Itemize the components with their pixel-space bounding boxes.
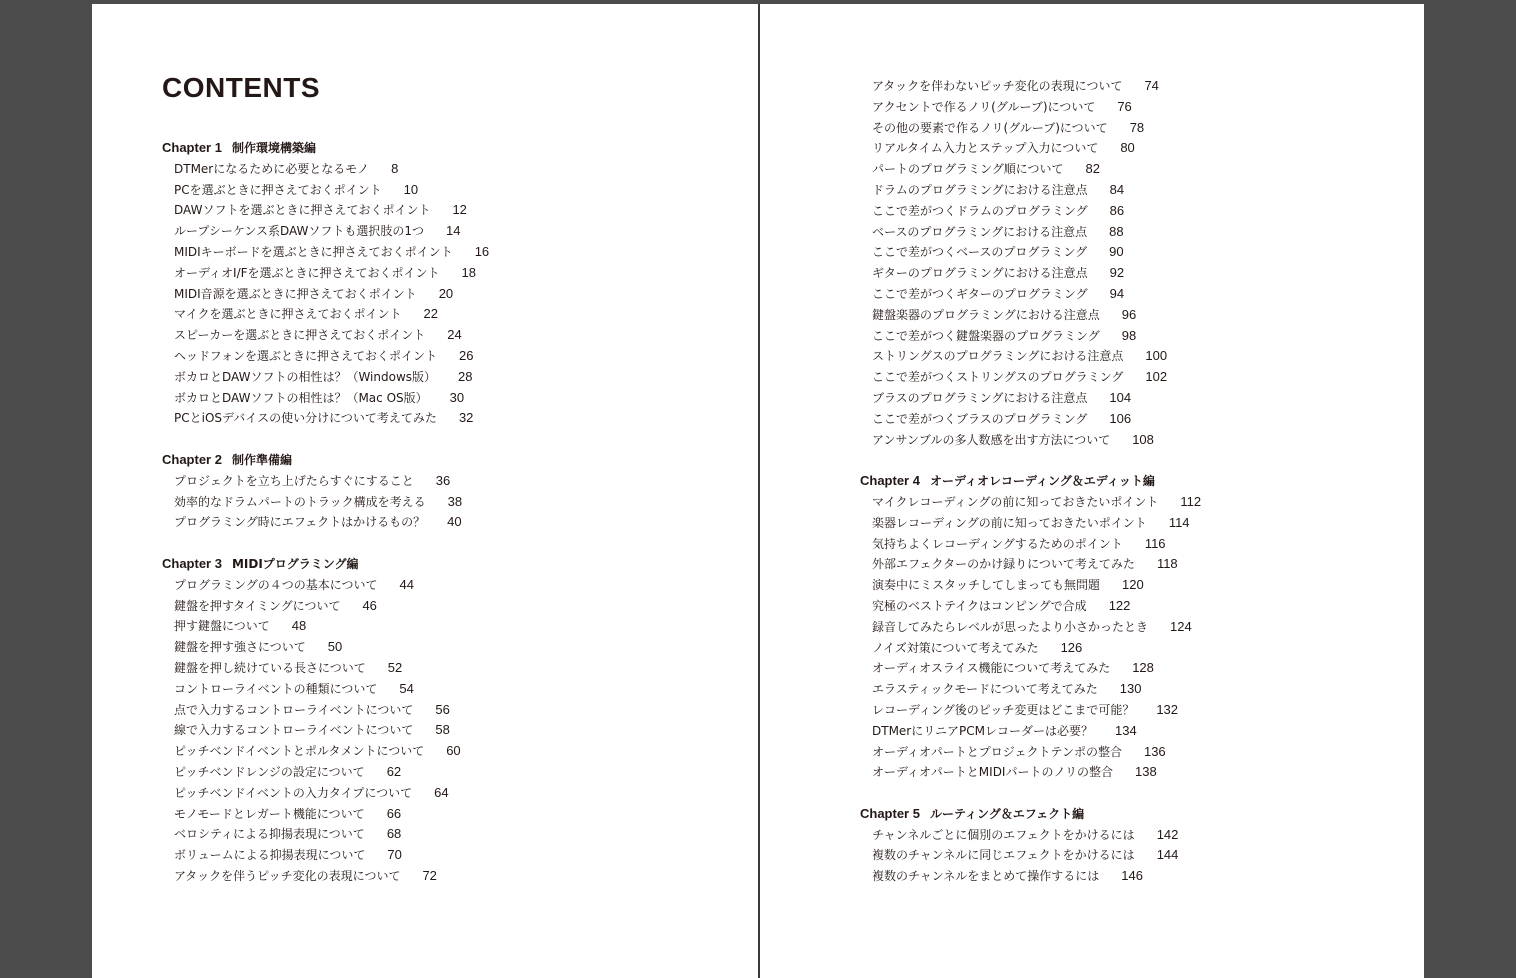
entry-title: 鍵盤を押し続けている長さについて: [174, 660, 366, 675]
entry-title: PCとiOSデバイスの使い分けについて考えてみた: [174, 411, 437, 426]
entry-title: ボカロとDAWソフトの相性は？（Windows版）: [174, 369, 437, 384]
entry-page-number: 38: [447, 493, 463, 509]
toc-entry: [860, 575, 1201, 596]
entry-page-number: 82: [1085, 161, 1100, 177]
chapter-name: 制作環境構築編: [231, 141, 316, 155]
entry-page-number: 36: [435, 472, 451, 488]
entry-page-number: 118: [1156, 556, 1178, 572]
entry-title: ボリュームによる抑揚表現について: [174, 848, 366, 863]
entry-title: 楽器レコーディングの前に知っておきたいポイント: [872, 515, 1147, 530]
entry-page-number: 56: [435, 701, 450, 717]
chapter-name: MIDIプログラミング編: [231, 556, 359, 571]
entry-page-number: 88: [1109, 223, 1124, 239]
toc-entry: [162, 741, 489, 762]
toc-entry: [162, 616, 489, 637]
toc-entry: [162, 637, 489, 658]
entry-page-number: 24: [447, 327, 462, 343]
entry-title: 究極のベストテイクはコンピングで合成: [872, 598, 1087, 613]
chapter-name: オーディオレコーディング＆エディット編: [929, 474, 1155, 489]
entry-page-number: 50: [327, 639, 343, 655]
toc-entry: [872, 346, 1201, 367]
toc-entry: [860, 638, 1201, 659]
toc-entry: [162, 325, 489, 346]
chapter-number: Chapter 1: [162, 140, 222, 155]
toc-entry: [872, 367, 1201, 388]
entry-title: PCを選ぶときに押さえておくポイント: [174, 182, 382, 197]
chapter-section: [162, 450, 489, 533]
toc-entry: [162, 783, 489, 804]
entry-page-number: 146: [1121, 868, 1143, 884]
entry-page-number: 126: [1060, 639, 1083, 655]
chapter-heading: [860, 471, 1201, 492]
chapter-section: [860, 804, 1201, 887]
toc-entry: [162, 346, 489, 367]
entry-page-number: 86: [1109, 202, 1125, 218]
toc-entry: [872, 326, 1201, 347]
entry-page-number: 98: [1121, 327, 1137, 343]
toc-entry: [162, 596, 489, 617]
entry-title: プログラミングの４つの基本について: [174, 577, 378, 592]
chapter-section: [162, 138, 489, 429]
toc-entry: [162, 700, 489, 721]
entry-title: 効率的なドラムパートのトラック構成を考える: [174, 494, 426, 509]
entry-title: パートのプログラミング順について: [872, 162, 1064, 177]
entry-title: ドラムのプログラミングにおける注意点: [872, 182, 1088, 197]
entry-title: DTMerになるために必要となるモノ: [174, 161, 370, 176]
entry-page-number: 44: [399, 576, 414, 592]
toc-entry: [872, 138, 1201, 159]
entry-page-number: 46: [362, 597, 377, 613]
chapter-heading: [860, 804, 1201, 825]
entry-page-number: 96: [1121, 306, 1137, 322]
entry-page-number: 16: [474, 243, 490, 259]
toc-entry: [872, 97, 1201, 118]
entry-title: プログラミング時にエフェクトはかけるもの？: [174, 515, 426, 530]
entry-page-number: 26: [459, 347, 474, 363]
entry-title: 鍵盤を押すタイミングについて: [174, 598, 341, 613]
entry-page-number: 60: [446, 743, 461, 759]
entry-page-number: 116: [1144, 535, 1166, 551]
entry-page-number: 20: [438, 285, 454, 301]
entry-title: 線で入力するコントローライベントについて: [174, 723, 414, 738]
entry-title: DAWソフトを選ぶときに押さえておくポイント: [174, 203, 431, 218]
toc-entry: [872, 159, 1201, 180]
toc-entry: [872, 76, 1201, 97]
toc-entry: [162, 762, 489, 783]
entry-page-number: 58: [435, 722, 450, 738]
entry-page-number: 130: [1119, 681, 1142, 697]
entry-page-number: 80: [1120, 140, 1135, 156]
chapter-number: Chapter 5: [860, 805, 920, 821]
toc-entry: [860, 596, 1201, 617]
entry-page-number: 66: [386, 805, 402, 821]
toc-entry: [162, 471, 489, 492]
entry-title: ここで差がつくブラスのプログラミング: [872, 411, 1088, 426]
toc-entry: [162, 304, 489, 325]
entry-page-number: 144: [1156, 847, 1179, 863]
entry-title: 鍵盤を押す強さについて: [174, 640, 306, 655]
entry-title: 複数のチャンネルをまとめて操作するには: [872, 869, 1100, 884]
entry-page-number: 84: [1109, 181, 1125, 197]
entry-page-number: 72: [422, 867, 437, 883]
toc-entry: [860, 617, 1201, 638]
entry-page-number: 122: [1108, 597, 1131, 613]
entry-title: MIDIキーボードを選ぶときに押さえておくポイント: [174, 244, 453, 259]
entry-title: マイクレコーディングの前に知っておきたいポイント: [872, 494, 1159, 509]
toc-entry: [872, 222, 1201, 243]
toc-entry: [872, 284, 1201, 305]
entry-page-number: 74: [1144, 78, 1159, 93]
chapter-name: ルーティング＆エフェクト編: [929, 806, 1085, 821]
entry-title: 演奏中にミスタッチしてしまっても無問題: [872, 578, 1101, 593]
entry-title: 鍵盤楽器のプログラミングにおける注意点: [872, 307, 1100, 322]
entry-page-number: 30: [449, 389, 465, 405]
entry-title: アクセントで作るノリ(グルーブ)について: [872, 99, 1096, 114]
entry-page-number: 104: [1109, 389, 1132, 405]
toc-entry: [162, 200, 489, 221]
toc-entry: [860, 721, 1201, 742]
toc-entry: [162, 159, 489, 180]
entry-page-number: 18: [461, 264, 476, 280]
entry-page-number: 54: [399, 680, 414, 696]
entry-title: 録音してみたらレベルが思ったより小さかったとき: [872, 619, 1149, 634]
toc-entry: [162, 575, 489, 596]
toc-entry: [860, 845, 1201, 866]
entry-title: スピーカーを選ぶときに押さえておくポイント: [174, 328, 426, 343]
table-of-contents-right: [860, 76, 1201, 887]
chapter-number: Chapter 3: [162, 555, 222, 571]
entry-title: エラスティックモードについて考えてみた: [872, 682, 1098, 697]
toc-entry: [162, 804, 489, 825]
entry-title: DTMerにリニアPCMレコーダーは必要？: [872, 723, 1093, 738]
chapter-number: Chapter 4: [860, 473, 920, 489]
entry-page-number: 106: [1109, 410, 1132, 426]
chapter-section: [162, 554, 489, 887]
toc-entry: [162, 221, 489, 242]
toc-entry: [872, 180, 1201, 201]
table-of-contents-left: [162, 138, 489, 887]
entry-page-number: 108: [1132, 431, 1154, 447]
toc-entry: [162, 824, 489, 845]
entry-page-number: 102: [1145, 369, 1168, 385]
entry-page-number: 14: [446, 223, 461, 239]
entry-title: オーディオパートとMIDIパートのノリの整合: [872, 765, 1113, 780]
chapter-heading: [162, 450, 489, 471]
entry-title: その他の要素で作るノリ(グルーブ)について: [872, 120, 1108, 135]
entry-title: アタックを伴うピッチ変化の表現について: [174, 868, 401, 883]
entry-page-number: 40: [447, 514, 462, 530]
entry-page-number: 128: [1132, 660, 1154, 676]
entry-page-number: 32: [458, 410, 474, 426]
right-page: [760, 4, 1424, 978]
entry-page-number: 64: [434, 784, 449, 800]
entry-page-number: 52: [387, 659, 403, 675]
toc-entry: [860, 534, 1201, 555]
entry-page-number: 28: [458, 368, 473, 384]
toc-entry: [162, 263, 489, 284]
entry-title: 複数のチャンネルに同じエフェクトをかけるには: [872, 848, 1135, 863]
chapter-name: 制作準備編: [231, 452, 292, 467]
entry-title: ループシーケンス系DAWソフトも選択肢の1つ: [174, 224, 425, 239]
toc-entry: [162, 512, 489, 533]
entry-title: ボカロとDAWソフトの相性は？（Mac OS版）: [174, 390, 428, 405]
entry-page-number: 114: [1168, 514, 1190, 530]
entry-title: 外部エフェクターのかけ録りについて考えてみた: [872, 557, 1135, 572]
entry-title: ここで差がつくベースのプログラミング: [872, 245, 1088, 260]
toc-entry: [860, 762, 1201, 783]
entry-title: MIDI音源を選ぶときに押さえておくポイント: [174, 286, 417, 301]
entry-page-number: 48: [291, 618, 307, 634]
entry-title: オーディオI/Fを選ぶときに押さえておくポイント: [174, 265, 440, 280]
toc-entry: [162, 408, 489, 429]
entry-title: ベロシティによる抑揚表現について: [174, 827, 365, 842]
toc-entry: [162, 492, 489, 513]
toc-entry: [860, 513, 1201, 534]
entry-title: ギターのプログラミングにおける注意点: [872, 266, 1088, 281]
entry-page-number: 142: [1156, 826, 1179, 842]
entry-page-number: 68: [386, 826, 402, 842]
entry-title: ここで差がつくドラムのプログラミング: [872, 203, 1088, 218]
entry-title: ここで差がつく鍵盤楽器のプログラミング: [872, 328, 1100, 343]
entry-title: ストリングスのプログラミングにおける注意点: [872, 349, 1124, 364]
toc-entry: [872, 263, 1201, 284]
entry-page-number: 10: [403, 181, 419, 197]
entry-page-number: 92: [1109, 265, 1125, 281]
entry-title: 押す鍵盤について: [174, 619, 270, 634]
entry-title: ピッチベンドイベントとポルタメントについて: [174, 744, 425, 759]
entry-page-number: 76: [1117, 98, 1132, 114]
toc-entry: [162, 284, 489, 305]
toc-entry: [162, 866, 489, 887]
toc-entry: [872, 118, 1201, 139]
entry-page-number: 132: [1156, 701, 1179, 717]
left-page: [92, 4, 758, 978]
entry-title: オーディオスライス機能について考えてみた: [872, 661, 1111, 676]
entry-title: ブラスのプログラミングにおける注意点: [872, 390, 1088, 405]
entry-title: 点で入力するコントローライベントについて: [174, 702, 414, 717]
entry-title: コントローライベントの種類について: [174, 681, 378, 696]
entry-title: ここで差がつくストリングスのプログラミング: [872, 370, 1124, 385]
toc-entry: [162, 679, 489, 700]
entry-title: レコーディング後のピッチ変更はどこまで可能？: [872, 702, 1135, 717]
entry-page-number: 22: [423, 306, 438, 322]
toc-entry: [162, 367, 489, 388]
toc-entry: [162, 720, 489, 741]
toc-entry: [162, 242, 489, 263]
page-title: CONTENTS: [162, 72, 320, 103]
toc-entry: [872, 409, 1201, 430]
toc-entry: [860, 679, 1201, 700]
entry-page-number: 134: [1114, 722, 1137, 738]
toc-entry: [162, 388, 489, 409]
toc-entry: [860, 700, 1201, 721]
chapter-heading: [162, 554, 489, 575]
entry-title: リアルタイム入力とステップ入力について: [872, 141, 1099, 156]
entry-title: アタックを伴わないピッチ変化の表現について: [872, 79, 1123, 93]
toc-entry: [872, 430, 1201, 451]
toc-entry: [872, 201, 1201, 222]
entry-title: ベースのプログラミングにおける注意点: [872, 224, 1088, 239]
entry-title: モノモードとレガート機能について: [174, 806, 365, 821]
toc-entry: [860, 825, 1201, 846]
entry-title: ノイズ対策について考えてみた: [872, 640, 1039, 655]
toc-entry: [162, 658, 489, 679]
toc-entry: [162, 845, 489, 866]
entry-page-number: 138: [1135, 764, 1157, 780]
entry-title: ここで差がつくギターのプログラミング: [872, 286, 1088, 301]
entry-title: チャンネルごとに個別のエフェクトをかけるには: [872, 827, 1135, 842]
entry-page-number: 70: [387, 847, 402, 863]
entry-page-number: 100: [1145, 348, 1168, 364]
toc-entry: [860, 658, 1201, 679]
entry-page-number: 78: [1129, 119, 1145, 135]
entry-page-number: 8: [391, 160, 399, 176]
entry-page-number: 112: [1180, 493, 1202, 509]
chapter-section: [872, 76, 1201, 450]
toc-entry: [872, 305, 1201, 326]
toc-entry: [162, 180, 489, 201]
toc-entry: [860, 866, 1201, 887]
entry-title: ピッチベンドイベントの入力タイプについて: [174, 785, 413, 800]
entry-title: プロジェクトを立ち上げたらすぐにすること: [174, 473, 414, 488]
entry-title: 気持ちよくレコーディングするためのポイント: [872, 536, 1123, 551]
chapter-heading: [162, 138, 489, 159]
toc-entry: [860, 492, 1201, 513]
entry-title: ヘッドフォンを選ぶときに押さえておくポイント: [174, 348, 438, 363]
entry-title: オーディオパートとプロジェクトテンポの整合: [872, 744, 1122, 759]
entry-page-number: 136: [1143, 743, 1166, 759]
entry-page-number: 124: [1170, 618, 1192, 634]
entry-page-number: 120: [1122, 577, 1144, 593]
entry-page-number: 12: [452, 202, 467, 218]
chapter-section: [860, 471, 1201, 783]
entry-title: ピッチベンドレンジの設定について: [174, 764, 365, 779]
toc-entry: [872, 242, 1201, 263]
entry-page-number: 62: [386, 763, 402, 779]
chapter-number: Chapter 2: [162, 451, 222, 467]
toc-entry: [872, 388, 1201, 409]
entry-page-number: 90: [1109, 244, 1124, 260]
toc-entry: [860, 554, 1201, 575]
entry-title: アンサンブルの多人数感を出す方法について: [872, 432, 1111, 447]
entry-page-number: 94: [1109, 285, 1125, 301]
entry-title: マイクを選ぶときに押さえておくポイント: [174, 307, 402, 322]
toc-entry: [860, 742, 1201, 763]
